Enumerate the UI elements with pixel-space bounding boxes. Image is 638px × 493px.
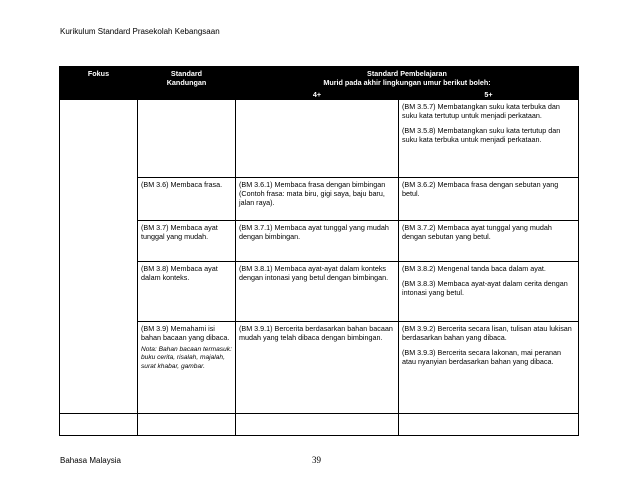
header-fokus: Fokus — [60, 67, 138, 100]
table-header-row — [60, 67, 579, 90]
fokus-cell — [60, 414, 138, 436]
age4-text: (BM 3.6.1) Membaca frasa dengan bimbingan (Contoh frasa: mata biru, gigi saya, baju baru, jalan raya). — [239, 180, 386, 207]
kandungan-cell — [138, 262, 236, 322]
kandungan-cell — [138, 221, 236, 262]
age5-cell — [399, 414, 579, 436]
header-standard-kandungan — [138, 67, 236, 100]
age4-text: (BM 3.9.1) Bercerita berdasarkan bahan bacaan mudah yang telah dibaca dengan bimbingan. — [239, 324, 393, 342]
header-age-4: 4+ — [236, 90, 399, 100]
age5-text-2: (BM 3.9.3) Bercerita secara lakonan, mai peranan atau nyanyian berdasarkan bahan yang dibaca. — [402, 348, 562, 366]
age5-text-2: (BM 3.8.3) Membaca ayat-ayat dalam cerita dengan intonasi yang betul. — [402, 279, 568, 297]
kandungan-cell — [138, 322, 236, 414]
age5-cell — [399, 322, 579, 414]
age4-cell — [236, 262, 399, 322]
age5-text-1: (BM 3.5.7) Membatangkan suku kata terbuka dan suku kata tertutup untuk menjadi perkataan. — [402, 102, 560, 120]
age4-cell — [236, 322, 399, 414]
page-number: 39 — [312, 455, 321, 465]
age5-cell — [399, 221, 579, 262]
age4-cell — [236, 414, 399, 436]
kandungan-cell — [138, 100, 236, 178]
kandungan-cell — [138, 414, 236, 436]
age4-text: (BM 3.8.1) Membaca ayat-ayat dalam konteks dengan intonasi yang betul dengan bimbingan. — [239, 264, 389, 282]
table-row — [60, 322, 579, 414]
age5-cell — [399, 178, 579, 221]
page-header-title: Kurikulum Standard Prasekolah Kebangsaan — [60, 27, 220, 36]
age5-cell — [399, 262, 579, 322]
age5-text-1: (BM 3.6.2) Membaca frasa dengan sebutan yang betul. — [402, 180, 559, 198]
header-pembelajaran-line2: Murid pada akhir lingkungan umur berikut boleh: — [323, 78, 491, 87]
header-age-5: 5+ — [399, 90, 579, 100]
age5-text-1: (BM 3.8.2) Mengenal tanda baca dalam ayat. — [402, 264, 546, 273]
age4-cell — [236, 100, 399, 178]
table-row — [60, 100, 579, 178]
age4-cell — [236, 221, 399, 262]
table-row — [60, 262, 579, 322]
age4-cell — [236, 178, 399, 221]
header-pembelajaran-line1: Standard Pembelajaran — [367, 69, 447, 78]
page-footer-subject: Bahasa Malaysia — [60, 456, 121, 465]
header-kandungan-line1: Standard — [170, 69, 203, 78]
kandungan-cell — [138, 178, 236, 221]
kandungan-text: (BM 3.7) Membaca ayat tunggal yang mudah. — [141, 223, 218, 241]
fokus-cell — [60, 100, 138, 414]
kandungan-text: (BM 3.8) Membaca ayat dalam konteks. — [141, 264, 218, 282]
header-kandungan-line2: Kandungan — [166, 78, 207, 87]
kandungan-text: (BM 3.6) Membaca frasa. — [141, 180, 223, 189]
kandungan-note: Nota: Bahan bacaan termasuk: buku cerita, risalah, majalah, surat khabar, gambar. — [141, 346, 232, 370]
kandungan-text: (BM 3.9) Memahami isi bahan bacaan yang dibaca. — [141, 324, 230, 342]
age5-text-2: (BM 3.5.8) Membatangkan suku kata tertutup dan suku kata terbuka untuk menjadi perkataan. — [402, 126, 561, 144]
age5-text-1: (BM 3.9.2) Bercerita secara lisan, tulisan atau lukisan berdasarkan bahan yang dibaca. — [402, 324, 572, 342]
table-row — [60, 221, 579, 262]
table-row — [60, 178, 579, 221]
header-standard-pembelajaran — [236, 67, 579, 90]
age5-text-1: (BM 3.7.2) Membaca ayat tunggal yang mudah dengan sebutan yang betul. — [402, 223, 552, 241]
age4-text: (BM 3.7.1) Membaca ayat tunggal yang mudah dengan bimbingan. — [239, 223, 389, 241]
age5-cell — [399, 100, 579, 178]
curriculum-table — [59, 66, 579, 436]
table-row-empty — [60, 414, 579, 436]
